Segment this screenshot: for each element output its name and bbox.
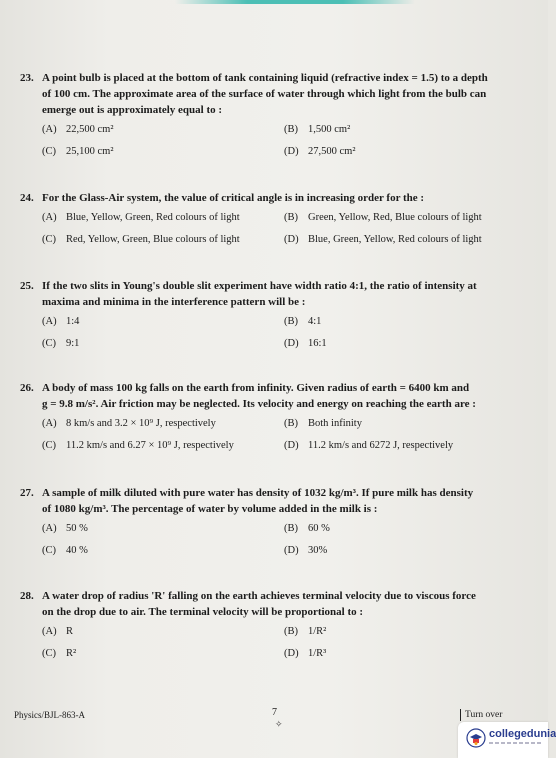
question-stem (20, 588, 510, 620)
option-a[interactable]: (A) 50 % (42, 523, 88, 534)
page-number: 7 (272, 707, 277, 718)
stem-line: A water drop of radius 'R' falling on the earth achieves terminal velocity due to viscous force (42, 590, 476, 602)
watermark-badge (458, 722, 556, 758)
option-d[interactable]: (D) 30% (284, 545, 328, 556)
option-a[interactable]: (A) 8 km/s and 3.2 × 10⁹ J, respectively (42, 418, 216, 429)
stem-line: g = 9.8 m/s². Air friction may be neglected. Its velocity and energy on reaching the earth are : (42, 398, 476, 410)
question-stem (20, 278, 510, 310)
stem-line: If the two slits in Young's double slit experiment have width ratio 4:1, the ratio of intensity at (42, 280, 477, 292)
options (42, 418, 510, 462)
question-stem (20, 70, 510, 118)
options (42, 316, 510, 360)
question-number: 27. (20, 487, 34, 499)
question-26 (20, 380, 510, 462)
option-b[interactable]: (B) Both infinity (284, 418, 362, 429)
question-23 (20, 70, 510, 168)
question-stem (20, 380, 510, 412)
option-c[interactable]: (C) 40 % (42, 545, 88, 556)
question-number: 28. (20, 590, 34, 602)
question-stem (20, 485, 510, 517)
option-b[interactable]: (B) 1/R² (284, 626, 327, 637)
watermark-tagline-decoration (489, 742, 541, 744)
option-d[interactable]: (D) 1/R³ (284, 648, 327, 659)
option-b[interactable]: (B) 4:1 (284, 316, 322, 327)
question-number: 23. (20, 72, 34, 84)
question-27 (20, 485, 510, 567)
options (42, 523, 510, 567)
option-c[interactable]: (C) R² (42, 648, 77, 659)
stem-line: maxima and minima in the interference pattern will be : (42, 296, 306, 308)
option-b[interactable]: (B) Green, Yellow, Red, Blue colours of light (284, 212, 482, 223)
turn-over-label: Turn over (460, 709, 502, 721)
option-b[interactable]: (B) 1,500 cm² (284, 124, 351, 135)
option-d[interactable]: (D) 11.2 km/s and 6272 J, respectively (284, 440, 454, 451)
question-24 (20, 190, 510, 256)
option-a[interactable]: (A) Blue, Yellow, Green, Red colours of light (42, 212, 240, 223)
option-d[interactable]: (D) 16:1 (284, 338, 327, 349)
option-c[interactable]: (C) Red, Yellow, Green, Blue colours of light (42, 234, 240, 245)
diamond-ornament-icon: ✧ (275, 719, 283, 729)
options (42, 212, 510, 256)
question-stem (20, 190, 510, 206)
option-b[interactable]: (B) 60 % (284, 523, 330, 534)
option-d[interactable]: (D) Blue, Green, Yellow, Red colours of light (284, 234, 482, 245)
option-a[interactable]: (A) R (42, 626, 74, 637)
question-number: 26. (20, 382, 34, 394)
question-number: 25. (20, 280, 34, 292)
question-28 (20, 588, 510, 670)
stem-line: of 1080 kg/m³. The percentage of water by volume added in the milk is : (42, 503, 378, 515)
top-decorative-rule (175, 0, 415, 4)
collegedunia-logo-icon (466, 728, 486, 748)
watermark-brand: collegedunia (489, 728, 556, 740)
stem-line: For the Glass-Air system, the value of critical angle is in increasing order for the : (42, 192, 425, 204)
option-c[interactable]: (C) 9:1 (42, 338, 80, 349)
option-d[interactable]: (D) 27,500 cm² (284, 146, 356, 157)
stem-line: emerge out is approximately equal to : (42, 104, 223, 116)
question-25 (20, 278, 510, 360)
option-c[interactable]: (C) 11.2 km/s and 6.27 × 10⁹ J, respectively (42, 440, 234, 451)
stem-line: A sample of milk diluted with pure water has density of 1032 kg/m³. If pure milk has density (42, 487, 474, 499)
options (42, 626, 510, 670)
options (42, 124, 510, 168)
option-c[interactable]: (C) 25,100 cm² (42, 146, 114, 157)
question-number: 24. (20, 192, 34, 204)
paper-code: Physics/BJL-863-A (14, 710, 86, 720)
stem-line: of 100 cm. The approximate area of the surface of water through which light from the bulb can (42, 88, 487, 100)
stem-line: A point bulb is placed at the bottom of tank containing liquid (refractive index = 1.5) to a depth (42, 72, 488, 84)
stem-line: on the drop due to air. The terminal velocity will be proportional to : (42, 606, 364, 618)
option-a[interactable]: (A) 1:4 (42, 316, 80, 327)
option-a[interactable]: (A) 22,500 cm² (42, 124, 114, 135)
stem-line: A body of mass 100 kg falls on the earth from infinity. Given radius of earth = 6400 km and (42, 382, 470, 394)
